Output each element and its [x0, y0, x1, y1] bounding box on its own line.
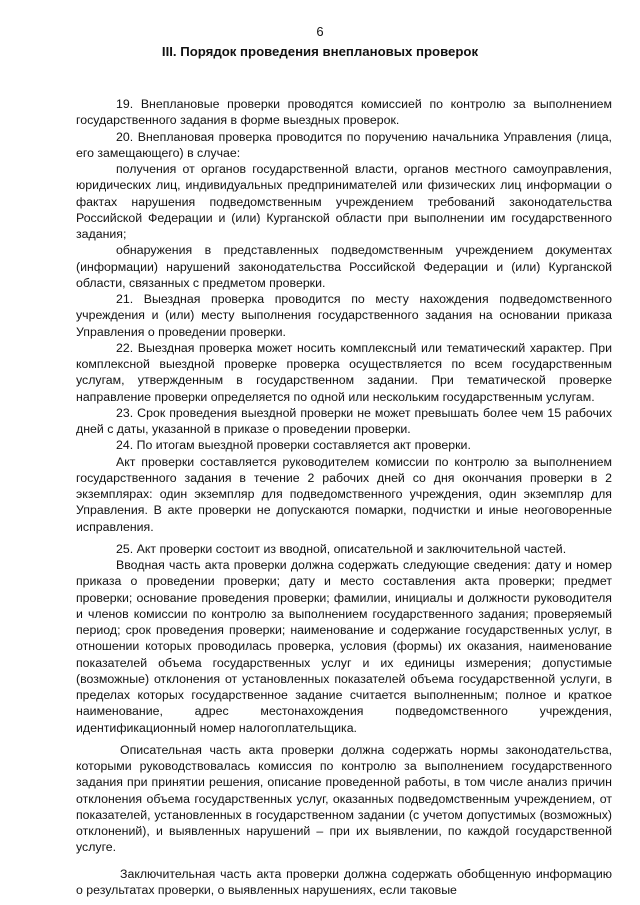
paragraph-20: 20. Внеплановая проверка проводится по поручению начальника Управления (лица, его замещающего) в случае:	[76, 129, 612, 160]
paragraph-25: 25. Акт проверки состоит из вводной, описательной и заключительной частей.	[116, 541, 567, 556]
paragraph-25-descriptive-part: Описательная часть акта проверки должна содержать нормы законодательства, которыми руководствовалась комиссия по контролю за выполнением государственного задания при принятии решения, описание проведенной работы, в том числе анализ причин отклонения объема государственных услуг, оказанных подведомственным учреждением, от показателей, установленных в государственном задании (с учетом допустимых (возможных) отклонений), и выявленных нарушений – при их выявлении, по каждой государственной услуге.	[76, 742, 612, 855]
paragraph-24-act: Акт проверки составляется руководителем комиссии по контролю за выполнением государственного задания в течение 2 рабочих дней со дня окончания проверки в 2 экземплярах: один экземпляр для подведомственного учреждения, один экземпляр для Управления. В акте проверки не допускаются помарки, подчистки и иные неоговоренные исправления.	[76, 454, 612, 534]
paragraph-19: 19. Внеплановые проверки проводятся комиссией по контролю за выполнением государственного задания в форме выездных проверок.	[76, 97, 612, 128]
paragraph-20-item-2: обнаружения в представленных подведомственным учреждением документах (информации) нарушений законодательства Российской Федерации и (или) Курганской области, связанных с предметом проверки.	[76, 243, 612, 290]
page-number: 6	[316, 24, 324, 39]
paragraph-25-intro-part: Вводная часть акта проверки должна содержать следующие сведения: дату и номер приказа о проведении проверки; дату и место составления акта проверки; предмет проверки; основание проведения проверки; фамилии, инициалы и должности руководителя и членов комиссии по контролю за выполнением государственного задания; проверяемый период; срок проведения проверки; наименование и содержание государственных услуг, в отношении которых проводилась проверка, условия (формы) их оказания, наименование показателей объема государственных услуг и их единицы измерения; допустимые (возможные) отклонения от установленных показателей объема государственной услуги, в пределах которых государственное задание считается выполненным; полное и краткое наименование, адрес местонахождения подведомственного учреждения, идентификационный номер налогоплательщика.	[76, 558, 612, 735]
paragraph-25-final-part: Заключительная часть акта проверки должна содержать обобщенную информацию о результатах проверки, о выявленных нарушениях, если таковые	[76, 866, 612, 897]
paragraph-24: 24. По итогам выездной проверки составляется акт проверки.	[116, 438, 471, 453]
paragraph-21: 21. Выездная проверка проводится по месту нахождения подведомственного учреждения и (или) месту выполнения государственного задания на основании приказа Управления о проведении проверки.	[76, 292, 612, 339]
paragraph-20-item-1: получения от органов государственной власти, органов местного самоуправления, юридических лиц, индивидуальных предпринимателей или физических лиц информации о фактах нарушения подведомственным учреждением требований законодательства Российской Федерации и (или) Курганской области при выполнении им государственного задания;	[76, 162, 612, 241]
document-body	[76, 96, 612, 898]
paragraph-22: 22. Выездная проверка может носить комплексный или тематический характер. При комплексной выездной проверке проверка осуществляется по всем государственным услугам, утвержденным в государственном задании. При тематической проверке направление проверки определяется по одной или нескольким государственным услугам.	[76, 340, 612, 404]
section-title: III. Порядок проведения внеплановых проверок	[161, 44, 479, 59]
paragraph-23: 23. Срок проведения выездной проверки не может превышать более чем 15 рабочих дней с даты, указанной в приказе о проведении проверки.	[76, 405, 612, 436]
